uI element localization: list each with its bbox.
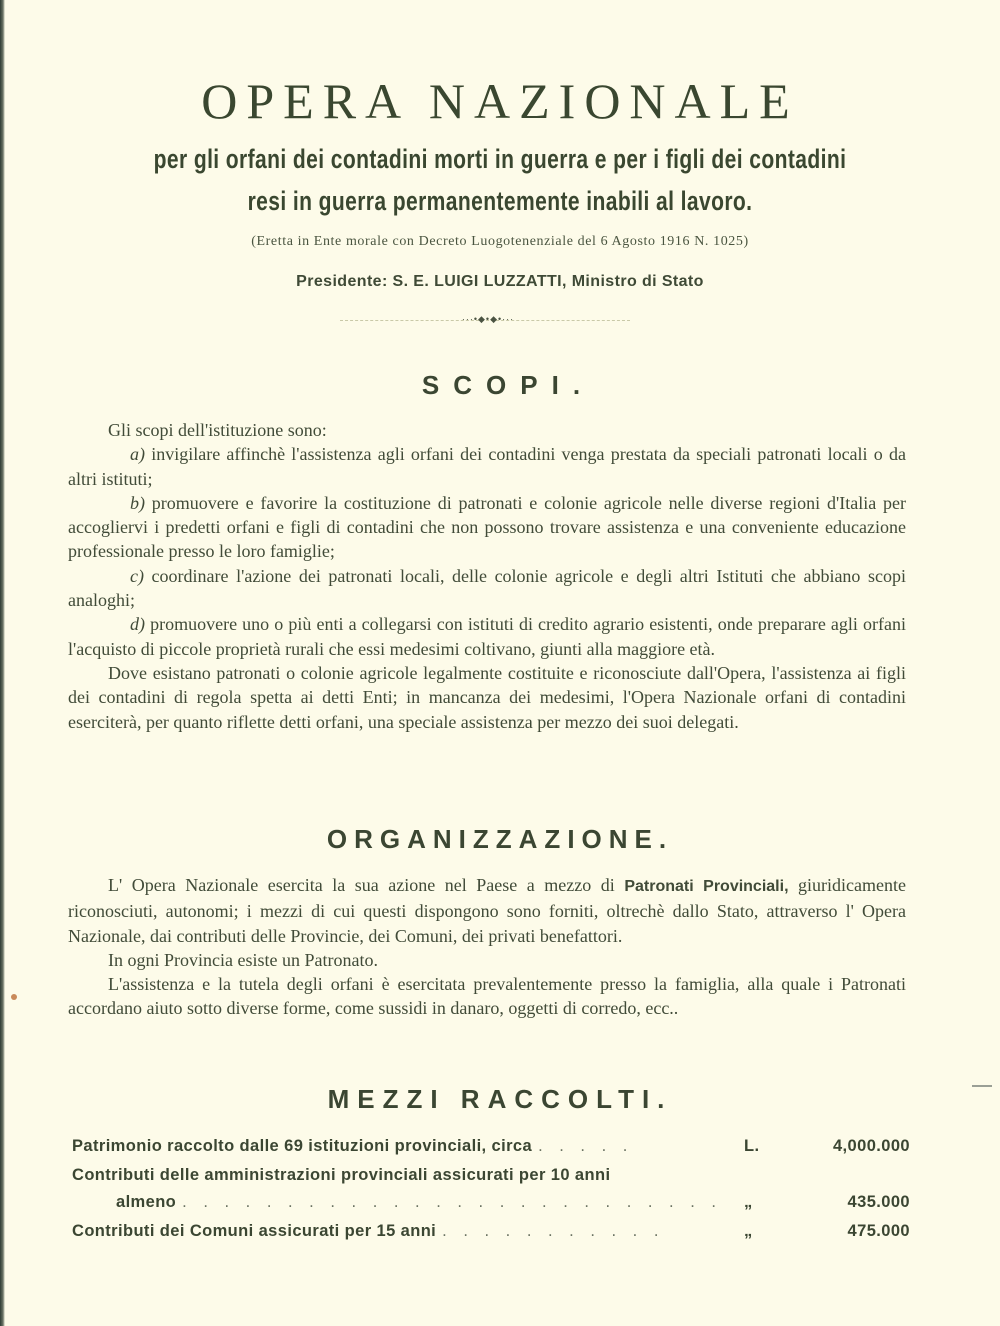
fund-row bbox=[72, 1222, 910, 1251]
item-letter: b) bbox=[130, 492, 145, 513]
bold-term: Patronati Provinciali, bbox=[624, 878, 789, 895]
president-line: Presidente: S. E. LUIGI LUZZATTI, Ministro di Stato bbox=[296, 273, 704, 290]
fund-row bbox=[72, 1166, 910, 1193]
subtitle-line-2: resi in guerra permanentemente inabili al lavoro. bbox=[247, 186, 753, 216]
fund-currency: „ bbox=[744, 1193, 753, 1211]
fund-amount: 435.000 bbox=[847, 1193, 910, 1211]
fund-row-continuation bbox=[72, 1193, 910, 1222]
item-letter: c) bbox=[130, 565, 144, 586]
scopi-item-c bbox=[68, 564, 906, 613]
org-paragraph-2: In ogni Provincia esiste un Patronato. bbox=[108, 949, 378, 970]
document-title: OPERA NAZIONALE bbox=[201, 73, 799, 129]
page-edge-shadow bbox=[0, 0, 5, 1326]
fund-currency: L. bbox=[744, 1137, 760, 1155]
fund-label: Contributi delle amministrazioni provinciali assicurati per 10 anni bbox=[72, 1166, 611, 1184]
subtitle-line-1: per gli orfani dei contadini morti in guerra e per i figli dei contadini bbox=[153, 144, 847, 174]
item-text: coordinare l'azione dei patronati locali, delle colonie agricole e degli altri Istituti che abbiano scopi analoghi; bbox=[68, 565, 906, 611]
item-text: invigilare affinchè l'assistenza agli orfani dei contadini venga prestata da speciali patronati locali o da altri istituti; bbox=[68, 444, 906, 489]
funds-table bbox=[72, 1137, 910, 1251]
organizzazione-section bbox=[68, 873, 906, 1021]
divider-ornament: ···•◆•◆•··· bbox=[461, 314, 515, 324]
leader-dots: . . . . . . . . . . . . . . . . . . . . . . . . . . bbox=[182, 1193, 722, 1211]
fund-amount: 475.000 bbox=[847, 1222, 910, 1240]
fund-label: almeno bbox=[116, 1193, 177, 1211]
paper-stain bbox=[11, 994, 17, 1000]
decree-note: (Eretta in Ente morale con Decreto Luogotenenziale del 6 Agosto 1916 N. 1025) bbox=[251, 234, 749, 249]
scopi-intro: Gli scopi dell'istituzione sono: bbox=[108, 420, 327, 440]
fund-label: Patrimonio raccolto dalle 69 istituzioni provinciali, circa bbox=[72, 1137, 533, 1155]
item-letter: d) bbox=[130, 614, 145, 635]
text: giuridicamente riconosciuti, autonomi; i mezzi di cui questi dispongono sono forniti, oltrechè dallo Stato, attraverso l' Opera Nazionale, dai contributi delle Provincie, dei Comuni, dei privati benefattori. bbox=[68, 875, 906, 946]
fund-amount: 4,000.000 bbox=[832, 1137, 910, 1155]
heading-organizzazione: ORGANIZZAZIONE. bbox=[326, 824, 674, 854]
scopi-item-b bbox=[68, 491, 906, 564]
scopi-item-d bbox=[68, 612, 906, 661]
item-text: promuovere uno o più enti a collegarsi con istituti di credito agrario esistenti, onde preparare agli orfani l'acquisto di piccole proprietà rurali che essi medesimi coltivano, giunti alla maggiore età. bbox=[68, 614, 906, 659]
org-paragraph-1 bbox=[68, 873, 906, 948]
heading-mezzi-raccolti: MEZZI RACCOLTI. bbox=[327, 1084, 673, 1114]
leader-dots: . . . . . bbox=[538, 1137, 634, 1155]
heading-scopi: SCOPI. bbox=[421, 370, 595, 400]
fund-row bbox=[72, 1137, 910, 1166]
scopi-item-a bbox=[68, 442, 906, 491]
scopi-closing: Dove esistano patronati o colonie agricole legalmente costituite e riconosciute dall'Opera, l'assistenza ai figli dei contadini di regola spetta ai detti Enti; in mancanza dei medesimi, l'Opera Nazionale orfani di contadini eserciterà, per quanto riflette detti orfani, una speciale assistenza per mezzo dei suoi delegati. bbox=[68, 662, 906, 732]
org-paragraph-3: L'assistenza e la tutela degli orfani è esercitata prevalentemente presso la famiglia, alla quale i Patronati accordano aiuto sotto diverse forme, come sussidi in danaro, oggetti di corredo, ecc.. bbox=[68, 974, 906, 1019]
item-letter: a) bbox=[130, 444, 145, 465]
scopi-section bbox=[68, 418, 906, 734]
fund-label: Contributi dei Comuni assicurati per 15 anni bbox=[72, 1222, 437, 1240]
text: L' Opera Nazionale esercita la sua azione nel Paese a mezzo di bbox=[108, 875, 625, 895]
fund-currency: „ bbox=[744, 1222, 753, 1240]
leader-dots: . . . . . . . . . . . bbox=[442, 1222, 665, 1240]
item-text: promuovere e favorire la costituzione di patronati e colonie agricole nelle diverse regioni d'Italia per accogliervi i predetti orfani e figli di contadini che non possono trovare assistenza e una conveniente educazione professionale presso le loro famiglie; bbox=[68, 492, 906, 562]
